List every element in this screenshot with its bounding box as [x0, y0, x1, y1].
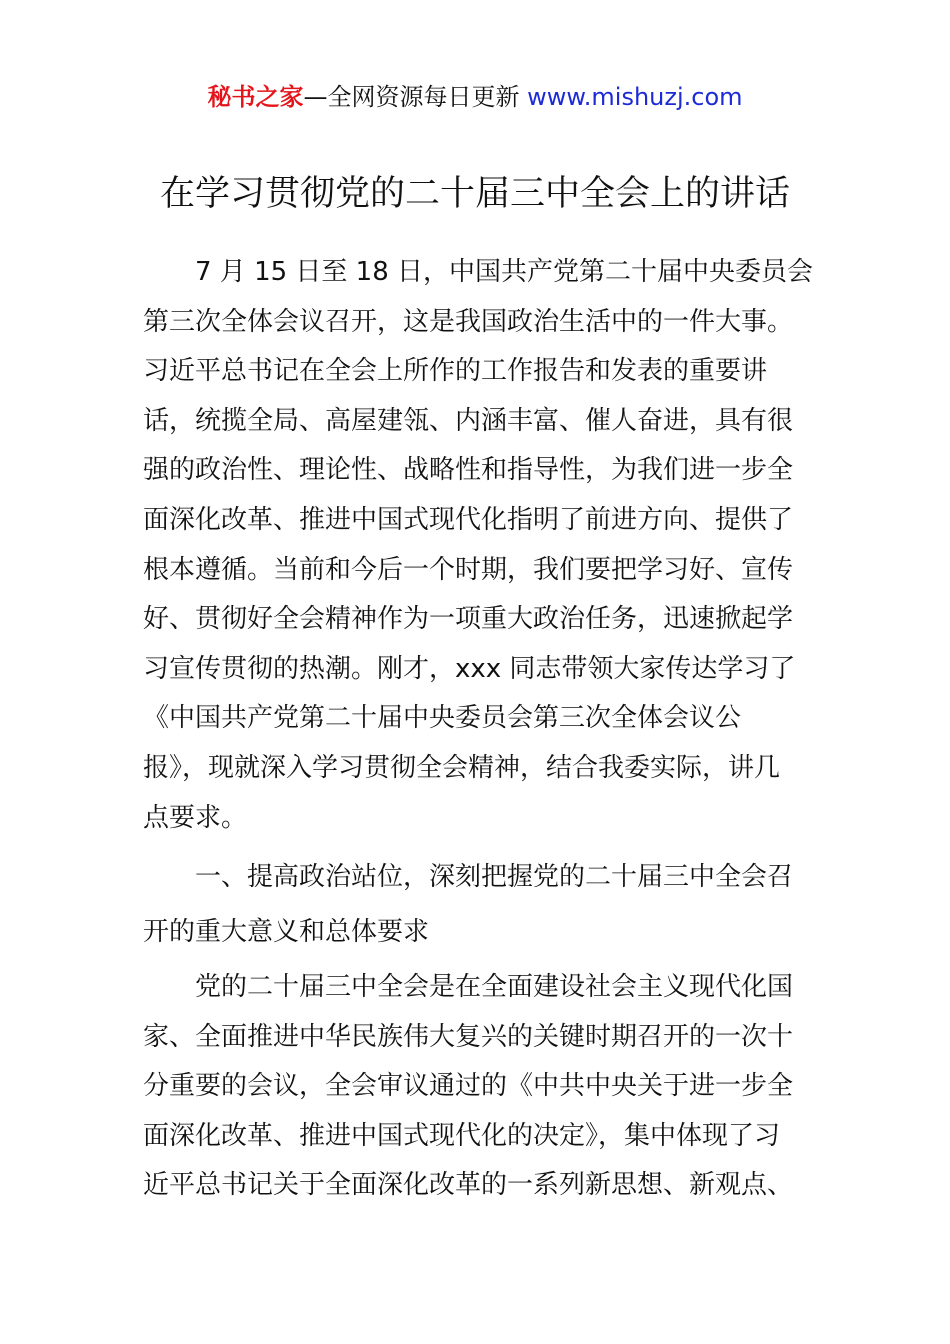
text-line: 习近平总书记在全会上所作的工作报告和发表的重要讲 [143, 356, 768, 387]
site-brand: 秘书之家 [207, 83, 304, 111]
text-line: 根本遵循。当前和今后一个时期，我们要把学习好、宣传 [143, 554, 794, 585]
text-line: 分重要的会议，全会审议通过的《中共中央关于进一步全 [143, 1071, 794, 1102]
paragraph-intro [143, 248, 814, 843]
text-line: 党的二十届三中全会是在全面建设社会主义现代化国 [195, 972, 794, 1002]
section-heading-1 [143, 850, 809, 960]
text-line: 第三次全体会议召开，这是我国政治生活中的一件大事。 [143, 306, 794, 337]
text-line: 近平总书记关于全面深化改革的一系列新思想、新观点、 [143, 1170, 794, 1201]
text-line: 《中国共产党第二十届中央委员会第三次全体会议公 [143, 703, 742, 734]
heading-line: 开的重大意义和总体要求 [143, 917, 430, 947]
text-line: 面深化改革、推进中国式现代化指明了前进方向、提供了 [143, 504, 794, 535]
heading-line: 一、提高政治站位，深刻把握党的二十届三中全会召 [195, 862, 794, 892]
text-line: 报》，现就深入学习贯彻全会精神，结合我委实际，讲几 [143, 752, 781, 783]
text-line: 面深化改革、推进中国式现代化的决定》，集中体现了习 [143, 1120, 781, 1151]
text-line: 7 月 15 日至 18 日，中国共产党第二十届中央委员会 [195, 257, 814, 287]
text-line: 家、全面推进中华民族伟大复兴的关键时期召开的一次十 [143, 1021, 794, 1052]
text-line: 好、贯彻好全会精神作为一项重大政治任务，迅速掀起学 [143, 604, 794, 635]
site-url-link[interactable]: www.mishuzj.com [527, 83, 743, 111]
site-banner [0, 80, 950, 114]
text-line: 点要求。 [143, 802, 248, 833]
document-title: 在学习贯彻党的二十届三中全会上的讲话 [159, 174, 790, 214]
text-line: 话，统揽全局、高屋建瓴、内涵丰富、催人奋进，具有很 [143, 405, 794, 436]
site-tagline: —全网资源每日更新 [303, 83, 520, 111]
paragraph-section-1 [143, 963, 809, 1211]
text-line: 习宣传贯彻的热潮。刚才，xxx 同志带领大家传达学习了 [143, 653, 796, 684]
text-line: 强的政治性、理论性、战略性和指导性，为我们进一步全 [143, 455, 794, 486]
